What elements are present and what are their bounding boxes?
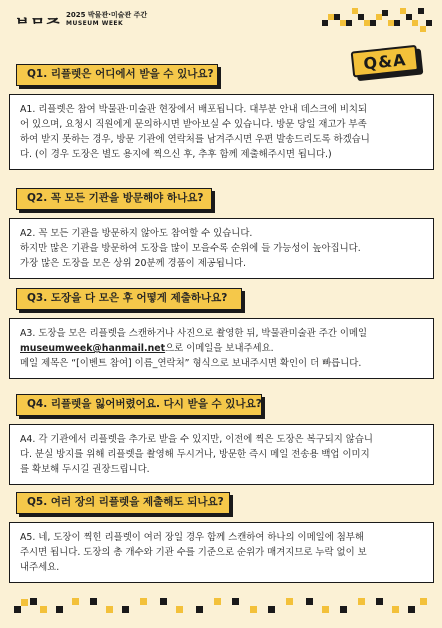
faq-question-2 xyxy=(16,188,212,210)
faq-question-1 xyxy=(16,64,218,86)
logo-text xyxy=(66,12,147,27)
faq-question-1-label: Q1. 리플렛은 어디에서 받을 수 있나요? xyxy=(16,64,218,86)
faq-answer-line: 가장 많은 도장을 모은 상위 20분께 경품이 제공됩니다. xyxy=(20,258,246,269)
faq-answer-line: A3. 도장을 모은 리플렛을 스캔하거나 사진으로 촬영한 뒤, 박물관미술관 주간 이메일 xyxy=(20,328,367,339)
faq-answer-line: 하지만 많은 기관을 방문하여 도장을 많이 모을수록 순위에 들 가능성이 높아집니다. xyxy=(20,243,361,254)
faq-answer-line: A2. 꼭 모든 기관을 방문하지 않아도 참여할 수 있습니다. xyxy=(20,228,253,239)
faq-answer-5 xyxy=(9,522,434,583)
header-checker-pattern xyxy=(322,6,434,34)
faq-question-5 xyxy=(16,492,230,514)
logo-title: 2025 박물관·미술관 주간 xyxy=(66,11,148,19)
faq-answer-line: 주시면 됩니다. 도장의 총 개수와 기관 수를 기준으로 순위가 매겨지므로 누락 없이 보 xyxy=(20,547,367,558)
faq-answer-text: 으로 이메일을 보내주세요. xyxy=(165,343,274,354)
faq-question-4 xyxy=(16,394,262,416)
faq-answer-1 xyxy=(9,94,434,170)
faq-answer-line: 어 있으며, 요청시 직원에게 문의하시면 받아보실 수 있습니다. 방문 당일 재고가 부족 xyxy=(20,119,367,130)
faq-answer-2 xyxy=(9,218,434,279)
qa-badge xyxy=(351,44,424,81)
faq-answer-line: 메일 제목은 “[이벤트 참여] 이름_연락처” 형식으로 보내주시면 확인이 더 빠릅니다. xyxy=(20,358,362,369)
museum-week-logo: ᄇᄆᄌ xyxy=(14,17,61,37)
faq-answer-line: 를 확보해 두시길 권장드립니다. xyxy=(20,464,150,475)
faq-answer-line: 하여 받지 못하는 경우, 방문 기관에 연락처를 남겨주시면 우편 발송드리도록 하겠습니 xyxy=(20,134,370,145)
footer-checker-pattern xyxy=(10,588,432,622)
faq-answer-line: A4. 각 기관에서 리플렛을 추가로 받을 수 있지만, 이전에 찍은 도장은 복구되지 않습니 xyxy=(20,434,373,445)
faq-answer-line: A5. 네, 도장이 찍힌 리플렛이 여러 장일 경우 함께 스캔하여 하나의 이메일에 첨부해 xyxy=(20,532,364,543)
faq-question-4-label: Q4. 리플렛을 잃어버렸어요. 다시 받을 수 있나요? xyxy=(16,394,262,416)
faq-answer-4 xyxy=(9,424,434,485)
faq-answer-line: 내주세요. xyxy=(20,562,60,573)
faq-answer-line: A1. 리플렛은 참여 박물관·미술관 현장에서 배포됩니다. 대부분 안내 데스크에 비치되 xyxy=(20,104,367,115)
page-header xyxy=(0,0,442,40)
faq-answer-line: 다. (이 경우 도장은 별도 용지에 찍으신 후, 추후 함께 제출해주시면 됩니다.) xyxy=(20,149,332,160)
faq-question-3 xyxy=(16,288,242,310)
faq-answer-line xyxy=(20,341,423,356)
faq-answer-3 xyxy=(9,318,434,379)
email-link[interactable]: museumweek@hanmail.net xyxy=(20,343,166,354)
logo-subtitle: MUSEUM WEEK xyxy=(66,20,124,27)
faq-question-2-label: Q2. 꼭 모든 기관을 방문해야 하나요? xyxy=(16,188,212,210)
qa-badge-label: Q&A xyxy=(351,45,419,78)
faq-answer-line: 다. 분실 방지를 위해 리플렛을 촬영해 두시거나, 방문한 즉시 메일 전송용 백업 이미지 xyxy=(20,449,370,460)
faq-question-3-label: Q3. 도장을 다 모은 후 어떻게 제출하나요? xyxy=(16,288,242,310)
faq-question-5-label: Q5. 여러 장의 리플렛을 제출해도 되나요? xyxy=(16,492,230,514)
